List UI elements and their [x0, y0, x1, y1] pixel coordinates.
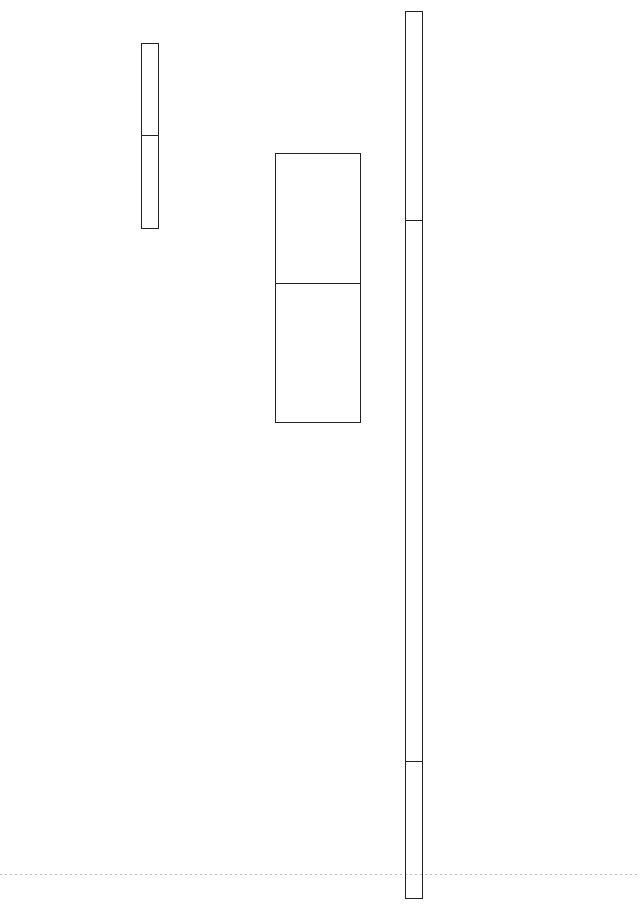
- col-volume-header: [142, 44, 159, 137]
- section3-table: [141, 43, 159, 229]
- col-name-header: [406, 221, 423, 762]
- section5-table: [405, 11, 423, 899]
- table-header-row: [142, 44, 159, 229]
- col-period-header: [276, 284, 361, 423]
- col-term-header: [406, 12, 423, 221]
- section4-table: [275, 153, 361, 423]
- col-period-header: [142, 136, 159, 229]
- col-period-header: [406, 762, 423, 899]
- table-header-row: [406, 12, 423, 899]
- table-header-row: [276, 154, 361, 423]
- col-amount-header: [276, 154, 361, 284]
- scan-edge-left: [0, 874, 640, 875]
